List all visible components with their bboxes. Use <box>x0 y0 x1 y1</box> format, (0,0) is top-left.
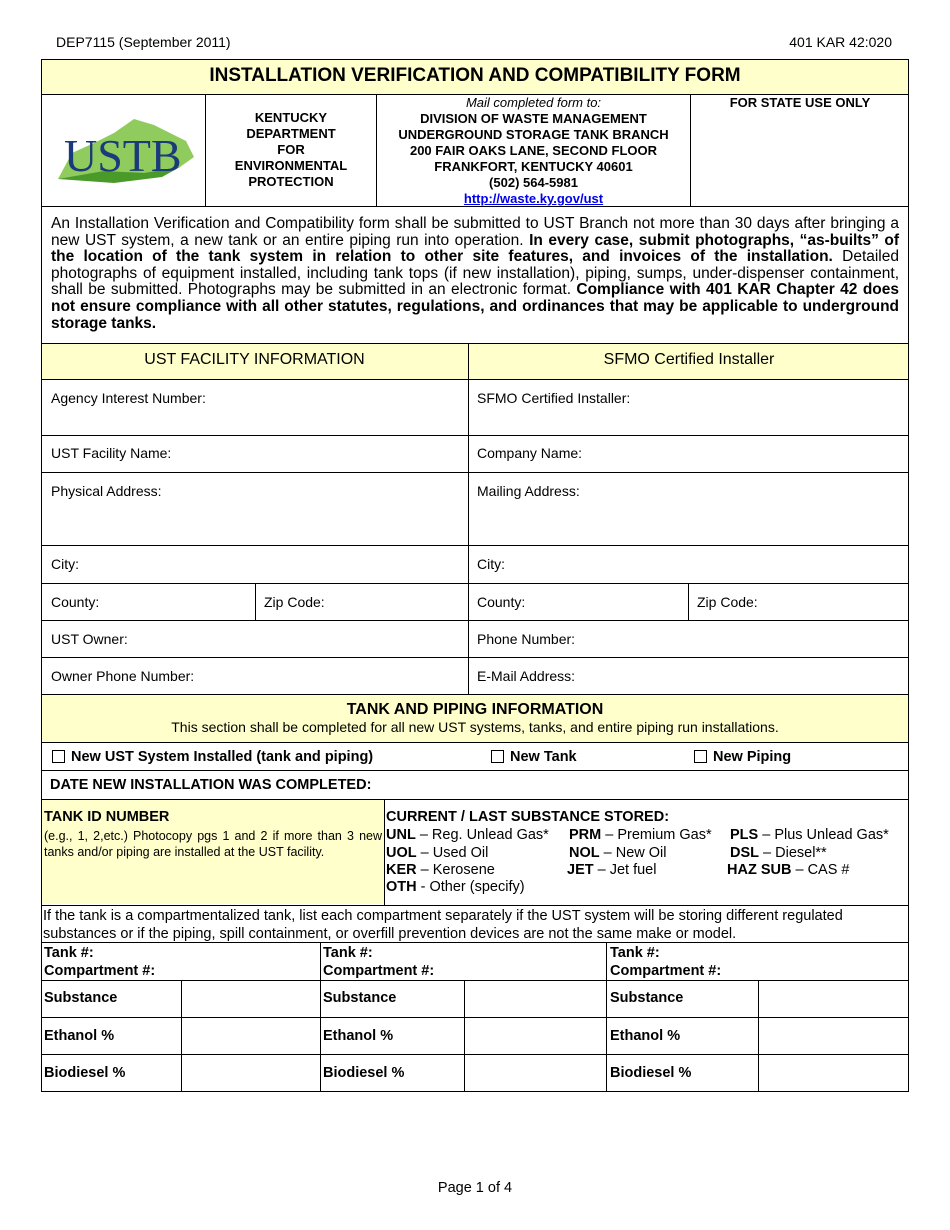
substance-input-3[interactable] <box>759 981 908 1017</box>
ethanol-label-2: Ethanol % <box>323 1028 394 1044</box>
code-jet: JET – Jet fuel <box>567 862 657 878</box>
owner-phone-label: Owner Phone Number: <box>51 668 195 684</box>
biodiesel-label-2: Biodiesel % <box>323 1065 405 1081</box>
code-ker: KER – Kerosene <box>386 862 495 878</box>
new-tank-option[interactable]: New Tank <box>491 749 577 765</box>
state-use-label: FOR STATE USE ONLY <box>729 95 871 110</box>
installer-heading: SFMO Certified Installer <box>603 351 775 368</box>
code-dsl: DSL – Diesel** <box>730 845 827 861</box>
company-name-label: Company Name: <box>477 445 583 461</box>
facility-city-label: City: <box>51 556 79 572</box>
compartment-note: If the tank is a compartmentalized tank, list each compartment separately if the UST system will be storing different regulated substances or if the piping, spill containment, or overfill prevention devices are not the same make or model. <box>43 908 843 942</box>
substance-title: CURRENT / LAST SUBSTANCE STORED: <box>386 809 670 825</box>
regulation-ref: 401 KAR 42:020 <box>789 34 892 50</box>
facility-zip-label: Zip Code: <box>264 594 325 610</box>
substance-input-1[interactable] <box>182 981 321 1017</box>
owner-label: UST Owner: <box>51 631 128 647</box>
new-tank-checkbox[interactable] <box>491 750 504 763</box>
facility-county-label: County: <box>51 594 100 610</box>
physical-address-label: Physical Address: <box>51 483 162 499</box>
code-prm: PRM – Premium Gas* <box>569 827 712 843</box>
mail-block: Mail completed form to: DIVISION OF WASTE MANAGEMENT UNDERGROUND STORAGE TANK BRANCH 200 FAIR OAKS LANE, SECOND FLOOR FRANKFORT, KENTUCKY 40601 (502) 564-5981 http://waste.ky.gov/ust <box>398 95 669 206</box>
tank-piping-subheading: This section shall be completed for all new UST systems, tanks, and entire piping run installations. <box>171 719 779 735</box>
ustb-logo <box>54 113 196 187</box>
substance-input-2[interactable] <box>465 981 607 1017</box>
installer-phone-label: Phone Number: <box>477 631 576 647</box>
biodiesel-label-1: Biodiesel % <box>44 1065 126 1081</box>
form-code: DEP7115 (September 2011) <box>56 34 231 50</box>
tank-id-note: (e.g., 1, 2,etc.) Photocopy pgs 1 and 2 if more than 3 new tanks and/or piping are installed at the UST facility. <box>44 829 382 859</box>
code-nol: NOL – New Oil <box>569 845 667 861</box>
facility-name-label: UST Facility Name: <box>51 445 172 461</box>
website-link[interactable]: http://waste.ky.gov/ust <box>463 191 604 206</box>
page-number: Page 1 of 4 <box>437 1180 513 1196</box>
agency-interest-label: Agency Interest Number: <box>51 390 206 406</box>
ethanol-input-3[interactable] <box>759 1018 908 1054</box>
biodiesel-input-2[interactable] <box>465 1055 607 1091</box>
ethanol-label-3: Ethanol % <box>610 1028 681 1044</box>
biodiesel-input-1[interactable] <box>182 1055 321 1091</box>
code-haz-sub: HAZ SUB – CAS # <box>727 862 850 878</box>
installer-zip-label: Zip Code: <box>697 594 758 610</box>
installer-label: SFMO Certified Installer: <box>477 390 631 406</box>
date-completed-label: DATE NEW INSTALLATION WAS COMPLETED: <box>50 777 372 793</box>
new-system-checkbox[interactable] <box>52 750 65 763</box>
tank-piping-heading: TANK AND PIPING INFORMATION <box>346 701 604 718</box>
biodiesel-label-3: Biodiesel % <box>610 1065 692 1081</box>
new-system-option[interactable]: New UST System Installed (tank and piping) <box>52 749 373 765</box>
tank-id-title: TANK ID NUMBER <box>44 809 170 825</box>
tank-col-2-header: Tank #: Compartment #: <box>323 945 435 979</box>
facility-heading: UST FACILITY INFORMATION <box>144 351 365 368</box>
mailing-address-label: Mailing Address: <box>477 483 580 499</box>
installer-county-label: County: <box>477 594 526 610</box>
ethanol-label-1: Ethanol % <box>44 1028 115 1044</box>
code-unl: UNL – Reg. Unlead Gas* <box>386 827 549 843</box>
form-title: INSTALLATION VERIFICATION AND COMPATIBILITY FORM <box>209 65 741 86</box>
ethanol-input-2[interactable] <box>465 1018 607 1054</box>
new-piping-option[interactable]: New Piping <box>694 749 791 765</box>
code-oth: OTH - Other (specify) <box>386 879 525 895</box>
intro-paragraph: An Installation Verification and Compatibility form shall be submitted to UST Branch not more than 30 days after bringing a new UST system, a new tank or an entire piping run into operation. In every case, submit photographs, “as-builts” of the location of the tank system in relation to other site features, and invoices of the installation. Detailed photographs of equipment installed, including tank tops (if new installation), piping, sumps, under-dispenser containment, shall be submitted. Photographs may be submitted in an electronic format. Compliance with 401 KAR Chapter 42 does not ensure compliance with all other statutes, regulations, and ordinances that may be applicable to underground storage tanks. <box>51 215 899 332</box>
substance-label-3: Substance <box>610 990 684 1006</box>
substance-label-2: Substance <box>323 990 397 1006</box>
email-label: E-Mail Address: <box>477 668 576 684</box>
code-uol: UOL – Used Oil <box>386 845 489 861</box>
logo-text: USTB <box>64 130 182 181</box>
ethanol-input-1[interactable] <box>182 1018 321 1054</box>
code-pls: PLS – Plus Unlead Gas* <box>730 827 889 843</box>
agency-block: KENTUCKY DEPARTMENT FOR ENVIRONMENTAL PROTECTION <box>234 110 348 189</box>
tank-col-3-header: Tank #: Compartment #: <box>610 945 722 979</box>
biodiesel-input-3[interactable] <box>759 1055 908 1091</box>
tank-col-1-header: Tank #: Compartment #: <box>44 945 156 979</box>
substance-label-1: Substance <box>44 990 118 1006</box>
installer-city-label: City: <box>477 556 505 572</box>
new-piping-checkbox[interactable] <box>694 750 707 763</box>
